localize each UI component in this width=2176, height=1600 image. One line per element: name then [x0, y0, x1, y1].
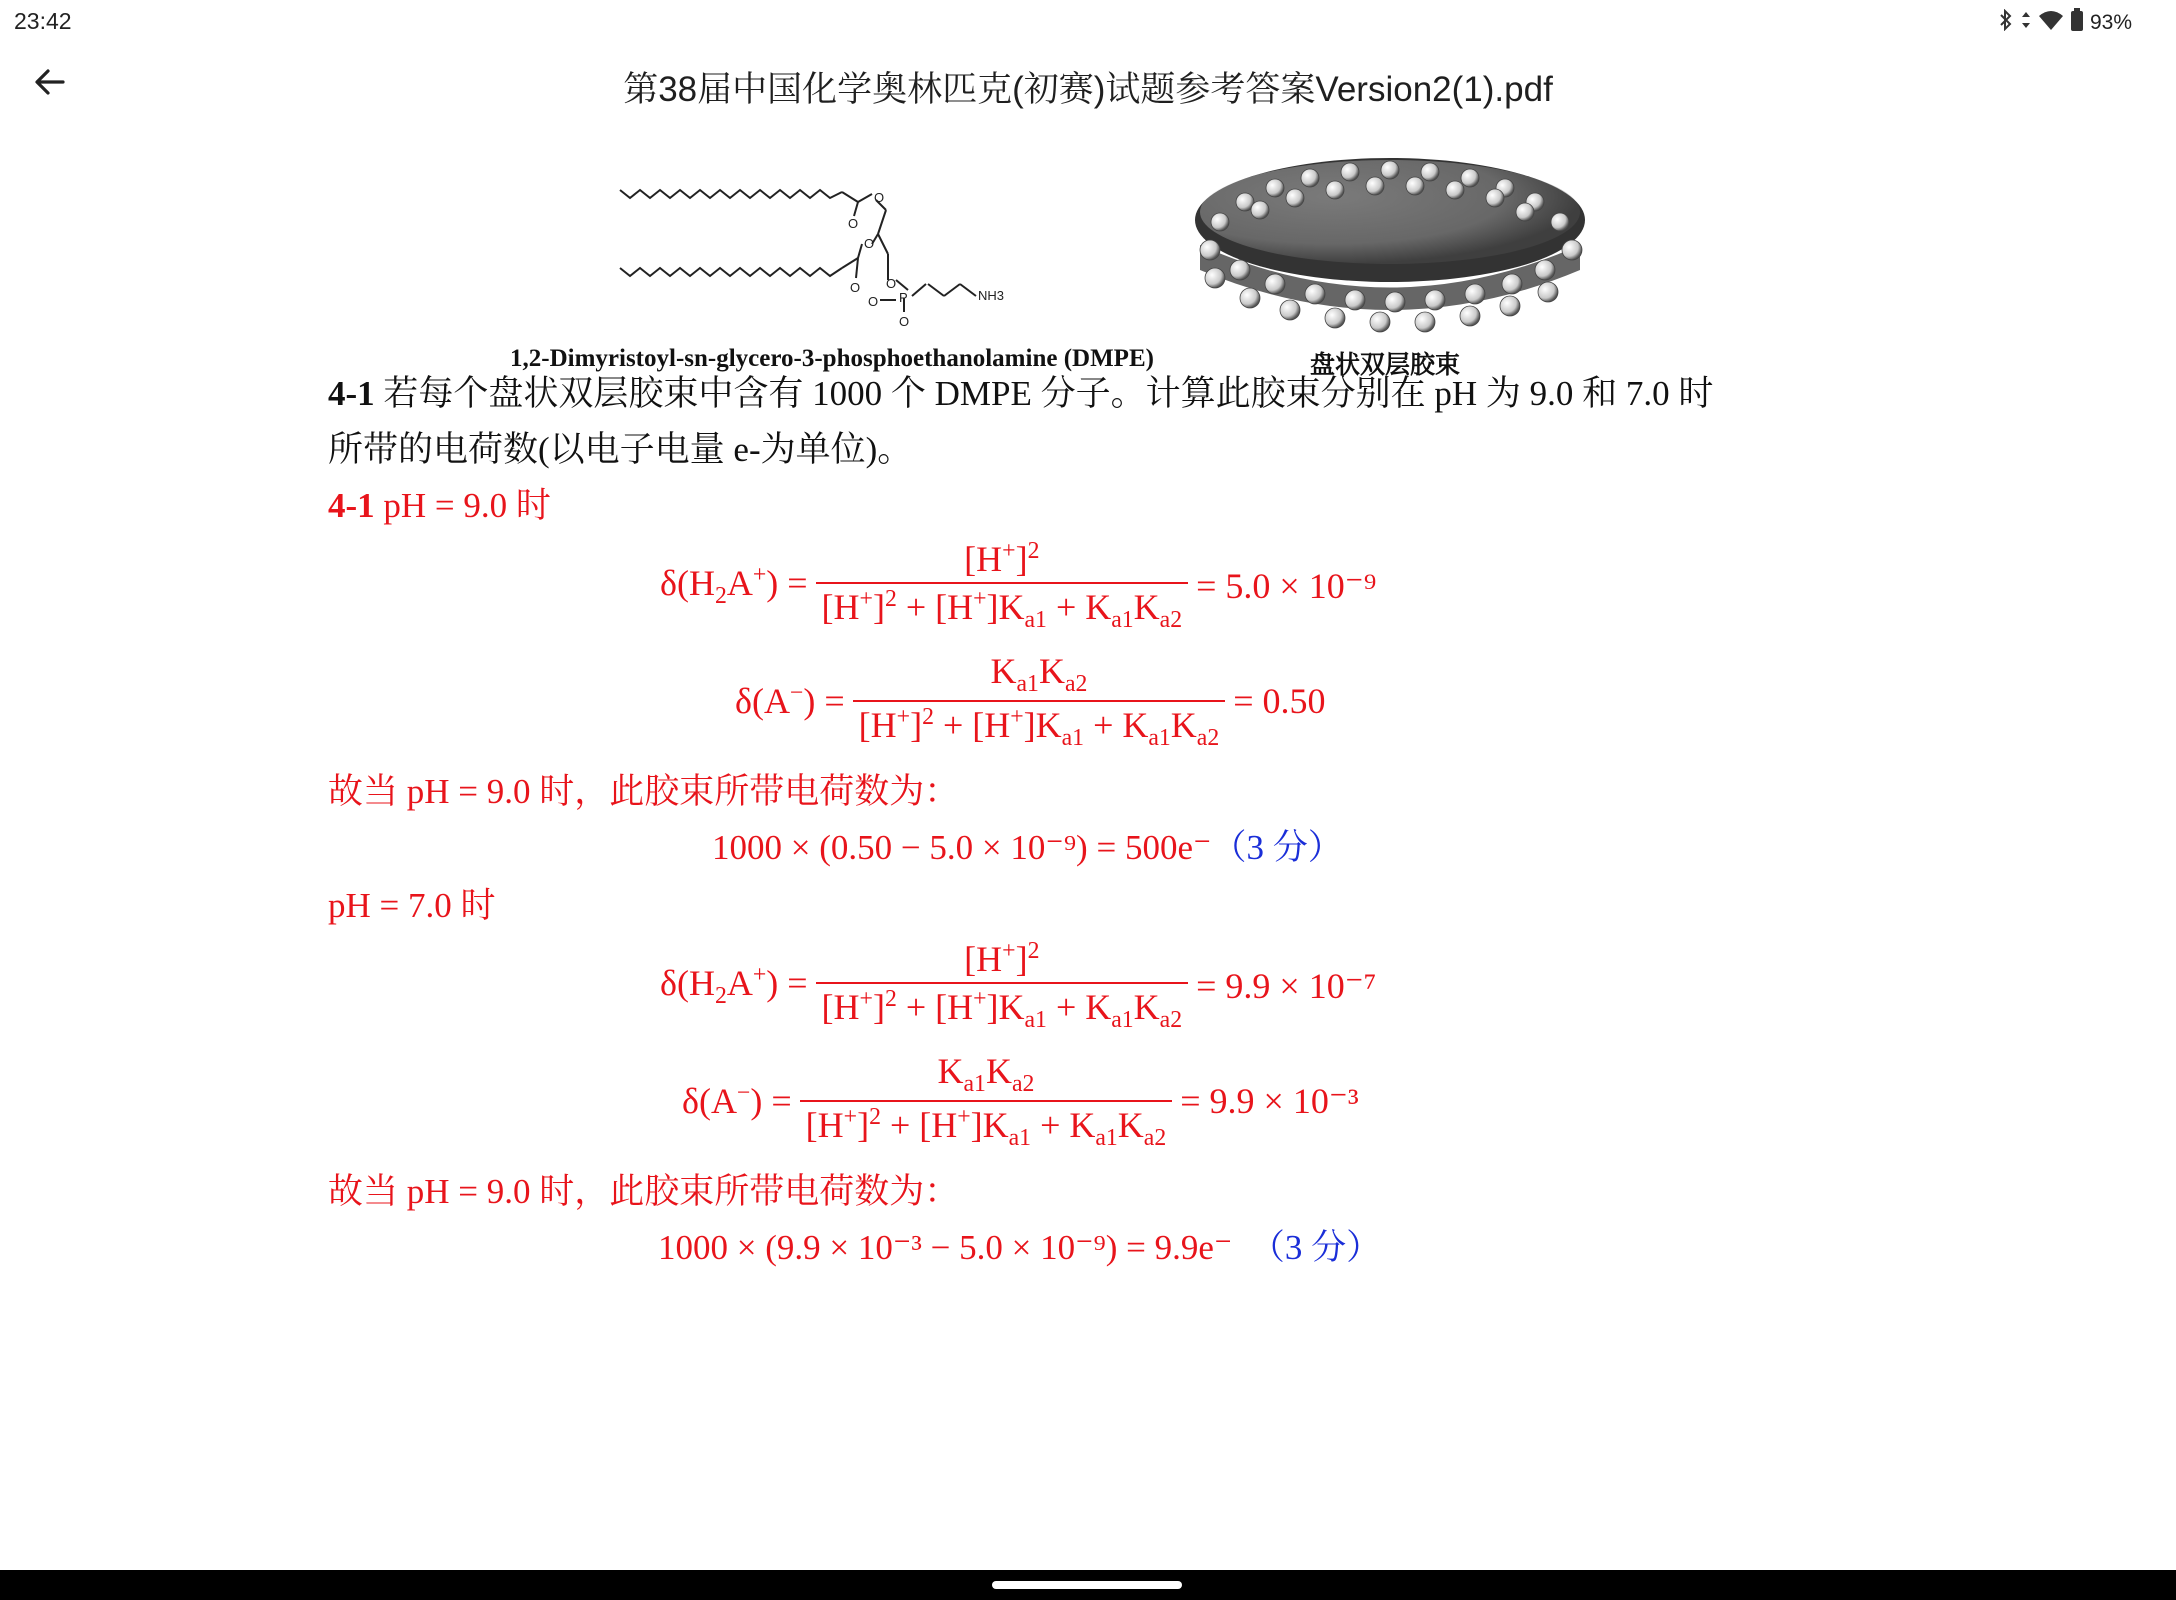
bilayer-micelle-image — [1190, 150, 1590, 340]
score-ph7: （3 分） — [1249, 1228, 1382, 1267]
nh3-label: NH3 — [978, 288, 1005, 303]
svg-text:O: O — [868, 294, 879, 309]
calc-ph9 — [712, 820, 1343, 870]
equation-ph9-h2a-result: = 5.0 × 10⁻⁹ — [1196, 566, 1377, 607]
equation-ph7-a-result: = 9.9 × 10⁻³ — [1180, 1081, 1359, 1122]
svg-text:O: O — [850, 280, 861, 295]
dmpe-caption: 1,2-Dimyristoyl-sn-glycero-3-phosphoethanolamine (DMPE) — [510, 345, 1154, 372]
equation-ph9-h2a: $\delta(H_2A^+)$ = $\frac{[H^+]^2}{[H^+]^2 + [H^+]K_{a1} + K_{a1}K_{a2}}$ = 5.0 × 10⁻⁹ — [660, 538, 1377, 634]
bluetooth-icon — [1998, 9, 2014, 37]
svg-text:O: O — [886, 276, 897, 291]
answer-ph9-label: pH = 9.0 时 — [383, 486, 551, 525]
data-arrows-icon — [2020, 9, 2032, 37]
question-number: 4-1 — [328, 374, 375, 413]
equation-ph7-h2a: $\delta(H_2A^+)$ = $\frac{[H^+]^2}{[H^+]^2 + [H^+]K_{a1} + K_{a1}K_{a2}}$ = 9.9 × 10⁻⁷ — [660, 938, 1377, 1034]
answer-number: 4-1 — [328, 486, 375, 525]
battery-percent: 93% — [2089, 11, 2132, 34]
answer-ph7-label: pH = 7.0 时 — [328, 886, 496, 925]
answer-heading — [328, 478, 551, 528]
home-gesture-handle[interactable] — [992, 1581, 1182, 1589]
conclusion-ph9: 故当 pH = 9.0 时，此胶束所带电荷数为： — [328, 772, 960, 811]
status-bar — [0, 0, 2176, 44]
score-ph9: （3 分） — [1211, 828, 1343, 867]
document-title: 第38届中国化学奥林匹克(初赛)试题参考答案Version2(1).pdf — [623, 70, 1553, 109]
status-icons — [1998, 8, 2132, 38]
svg-text:O: O — [848, 216, 859, 231]
equation-ph7-a: δ(A−) = $\frac{K_{a1}K_{a2}}{[H^+]^2 + [H^+]K_{a1} + K_{a1}K_{a2}}$ = 9.9 × 10⁻³ — [682, 1051, 1359, 1152]
app-bar — [0, 44, 2176, 120]
battery-icon — [2070, 8, 2084, 38]
question-text-1: 若每个盘状双层胶束中含有 1000 个 DMPE 分子。计算此胶束分别在 pH 为 9.0 和 7.0 时 — [383, 374, 1714, 413]
figure-row — [500, 150, 1600, 380]
pdf-page[interactable] — [0, 120, 2176, 1570]
equation-ph9-a: δ(A−) = $\frac{K_{a1}K_{a2}}{[H^+]^2 + [H^+]K_{a1} + K_{a1}K_{a2}}$ = 0.50 — [735, 651, 1326, 752]
question-line-1 — [328, 366, 1713, 416]
calc-ph7 — [658, 1220, 1381, 1270]
conclusion-ph7: 故当 pH = 9.0 时，此胶束所带电荷数为： — [328, 1172, 960, 1211]
dmpe-structure-image — [610, 150, 1130, 340]
micelle-caption: 盘状双层胶束 — [1310, 352, 1461, 379]
calc-ph7-expression: 1000 × (9.9 × 10⁻³ − 5.0 × 10⁻⁹) = 9.9e⁻ — [658, 1228, 1233, 1267]
wifi-icon — [2038, 9, 2064, 37]
svg-text:O: O — [864, 236, 875, 251]
svg-text:P: P — [899, 290, 908, 305]
system-navigation-bar — [0, 1570, 2176, 1600]
equation-ph7-h2a-result: = 9.9 × 10⁻⁷ — [1196, 966, 1377, 1007]
calc-ph9-expression: 1000 × (0.50 − 5.0 × 10⁻⁹) = 500e⁻ — [712, 828, 1212, 867]
svg-text:O: O — [899, 314, 910, 329]
svg-text:O: O — [874, 190, 885, 205]
status-time: 23:42 — [14, 8, 72, 34]
equation-ph9-a-result: = 0.50 — [1233, 681, 1326, 722]
question-line-2: 所带的电荷数(以电子电量 e-为单位)。 — [328, 430, 913, 469]
